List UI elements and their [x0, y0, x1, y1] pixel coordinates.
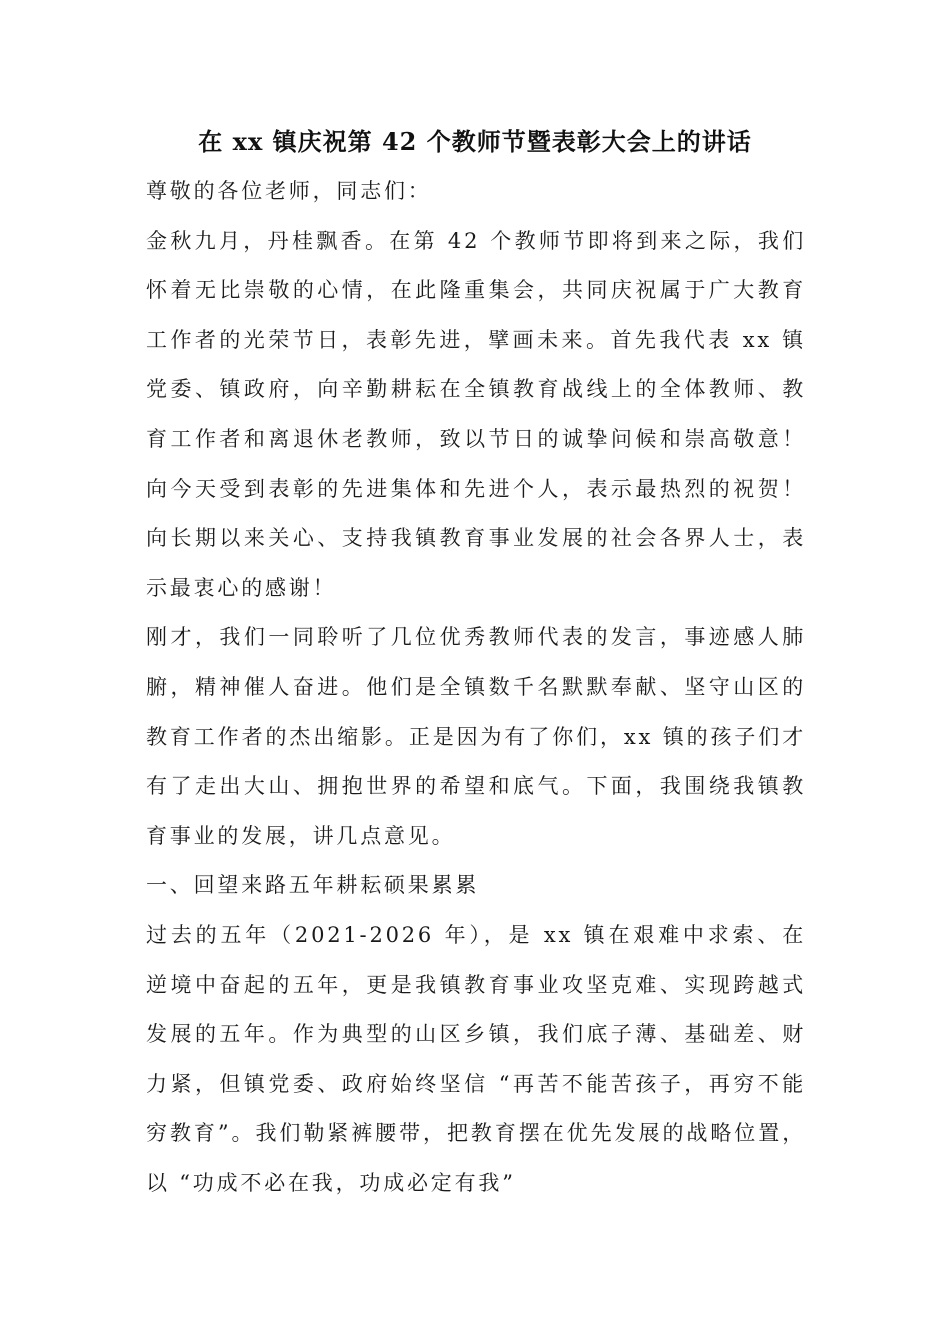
opening-paragraph: 金秋九月，丹桂飘香。在第 42 个教师节即将到来之际，我们怀着无比崇敬的心情，在此隆重集会，共同庆祝属于广大教育工作者的光荣节日，表彰先进，擘画未来。首先我代表 xx 镇党委、镇政府，向辛勤耕耘在全镇教育战线上的全体教师、教育工作者和离退休老教师，致以节日的诚挚问候和崇高敬意！向今天受到表彰的先进集体和先进个人，表示最热烈的祝贺！向长期以来关心、支持我镇教育事业发展的社会各界人士，表示最衷心的感谢！	[146, 228, 806, 600]
document-body	[146, 167, 806, 1208]
document-title: 在 xx 镇庆祝第 42 个教师节暨表彰大会上的讲话	[198, 127, 752, 156]
salutation-paragraph: 尊敬的各位老师，同志们：	[146, 179, 432, 203]
review-paragraph: 过去的五年（2021-2026 年），是 xx 镇在艰难中求索、在逆境中奋起的五年，更是我镇教育事业攻坚克难、实现跨越式发展的五年。作为典型的山区乡镇，我们底子薄、基础差、财力紧，但镇党委、政府始终坚信 “再苦不能苦孩子，再穷不能穷教育”。我们勒紧裤腰带，把教育摆在优先发展的战略位置，以 “功成不必在我，功成必定有我”	[146, 922, 806, 1195]
transition-paragraph: 刚才，我们一同聆听了几位优秀教师代表的发言，事迹感人肺腑，精神催人奋进。他们是全镇数千名默默奉献、坚守山区的教育工作者的杰出缩影。正是因为有了你们，xx 镇的孩子们才有了走出大山、拥抱世界的希望和底气。下面，我围绕我镇教育事业的发展，讲几点意见。	[146, 625, 806, 848]
section-heading: 一、回望来路五年耕耘硕果累累	[146, 873, 480, 898]
